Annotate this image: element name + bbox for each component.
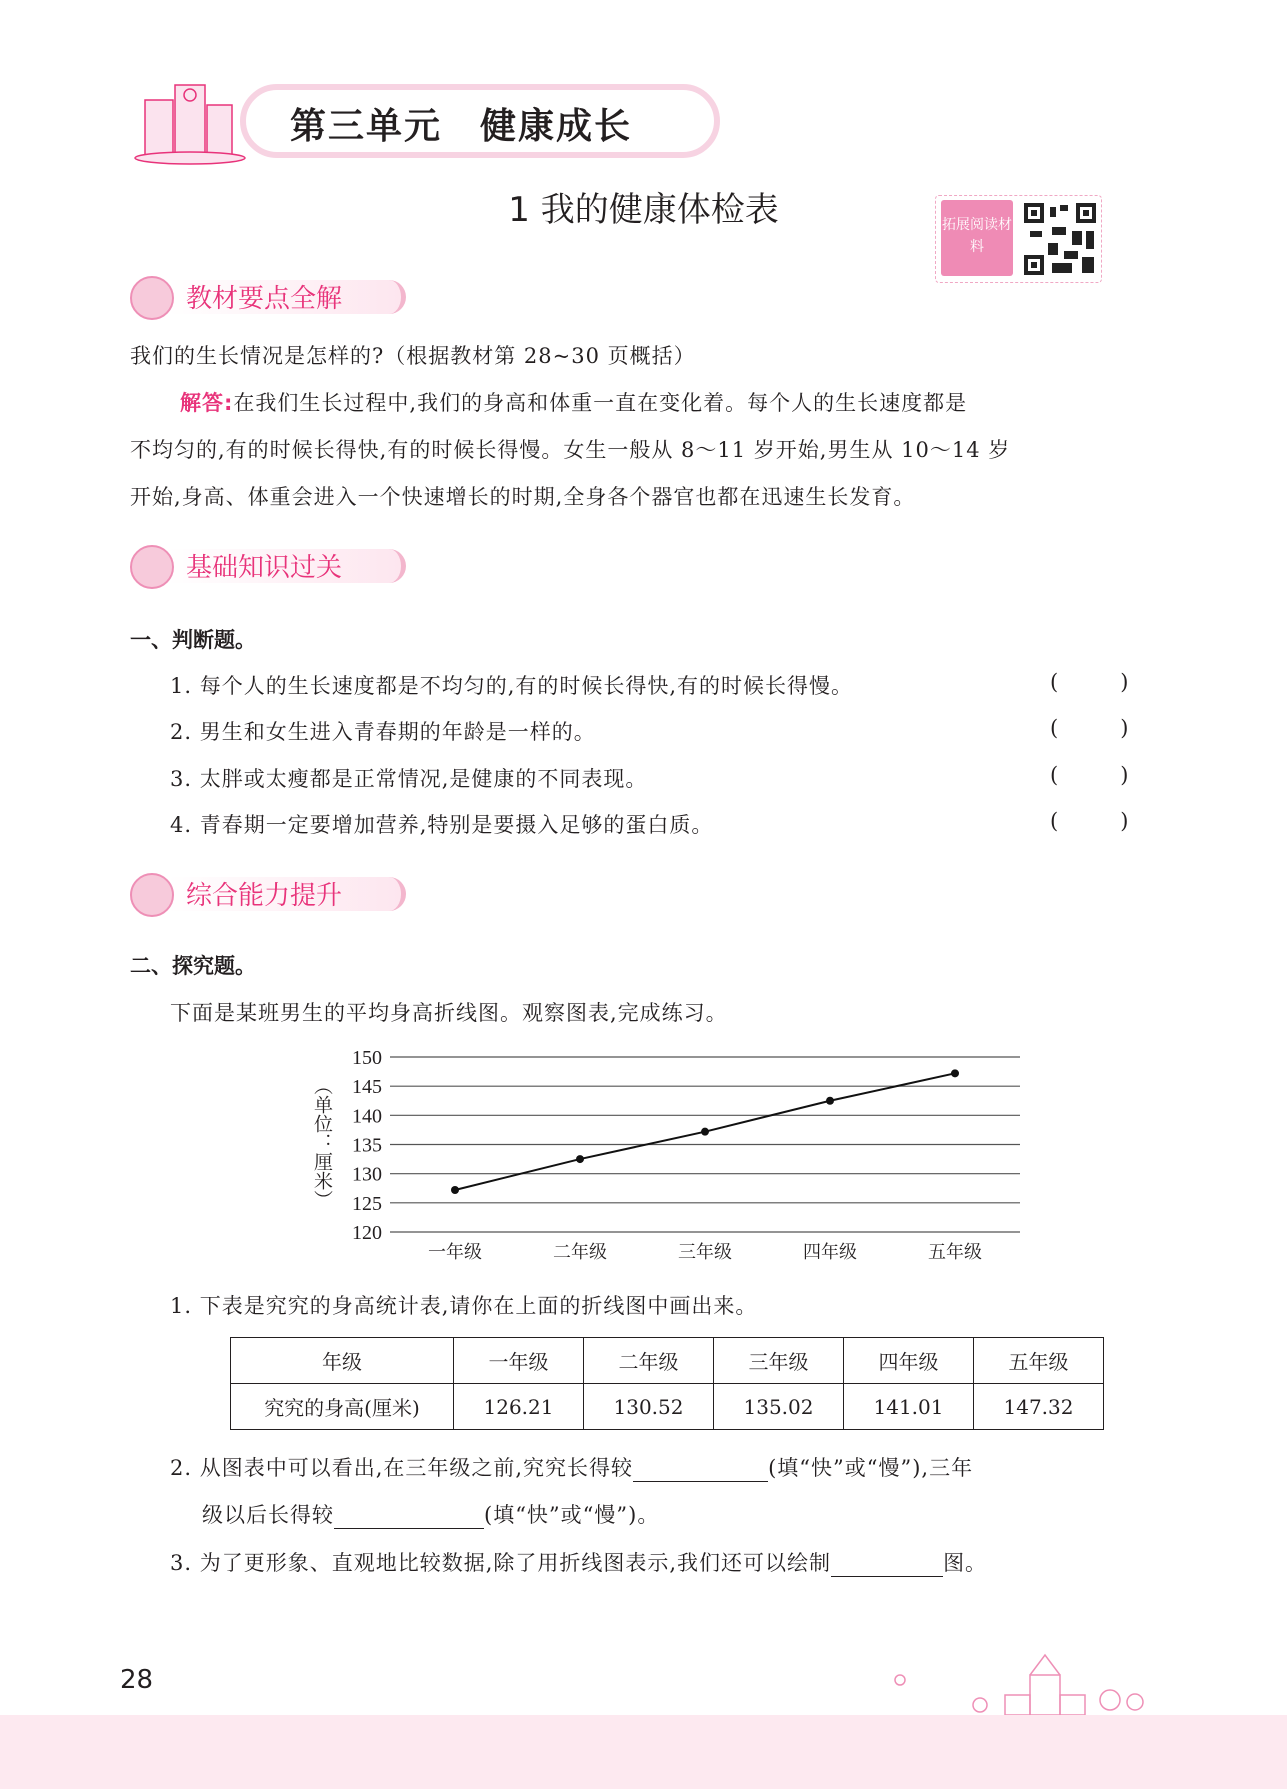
table-cell: 126.21 bbox=[454, 1384, 584, 1430]
character-icon bbox=[130, 873, 174, 917]
table-row bbox=[231, 1384, 1104, 1430]
y-tick-label: 120 bbox=[352, 1222, 382, 1244]
section-title-advanced: 综合能力提升 bbox=[186, 881, 343, 911]
question-3: 3. 为了更形象、直观地比较数据,除了用折线图表示,我们还可以绘制 图。 bbox=[170, 1551, 988, 1575]
qr-code-icon[interactable] bbox=[1022, 201, 1098, 277]
table-header-cell: 一年级 bbox=[454, 1338, 584, 1384]
character-icon bbox=[130, 545, 174, 589]
qr-label: 拓展阅读材料 bbox=[941, 200, 1013, 276]
fill-blank-after[interactable] bbox=[334, 1507, 484, 1529]
lesson-title: 1 我的健康体检表 bbox=[508, 190, 779, 230]
unit-title: 第三单元 健康成长 bbox=[290, 106, 633, 147]
y-tick-label: 140 bbox=[352, 1105, 382, 1128]
x-tick-label: 三年级 bbox=[678, 1242, 732, 1263]
y-tick-label: 150 bbox=[352, 1047, 382, 1069]
answer-blank-2[interactable]: ( ) bbox=[1050, 716, 1129, 740]
x-tick-label: 二年级 bbox=[553, 1242, 607, 1263]
data-point bbox=[451, 1186, 459, 1194]
question-2-line-1: 2. 从图表中可以看出,在三年级之前,究究长得较 (填“快”或“慢”),三年 bbox=[170, 1456, 974, 1480]
question-1: 1. 下表是究究的身高统计表,请你在上面的折线图中画出来。 bbox=[170, 1294, 758, 1318]
answer-label: 解答: bbox=[180, 391, 234, 415]
answer-blank-4[interactable]: ( ) bbox=[1050, 809, 1129, 833]
data-point bbox=[576, 1155, 584, 1163]
table-cell: 141.01 bbox=[844, 1384, 974, 1430]
page-number: 28 bbox=[120, 1665, 154, 1695]
explore-intro: 下面是某班男生的平均身高折线图。观察图表,完成练习。 bbox=[170, 1001, 728, 1025]
y-tick-label: 135 bbox=[352, 1134, 382, 1157]
building-illustration bbox=[130, 70, 250, 165]
table-header-cell: 五年级 bbox=[974, 1338, 1104, 1384]
table-header-cell: 三年级 bbox=[714, 1338, 844, 1384]
table-cell: 130.52 bbox=[584, 1384, 714, 1430]
character-icon bbox=[130, 276, 174, 320]
castle-illustration bbox=[880, 1650, 1170, 1715]
answer-line-2: 不均匀的,有的时候长得快,有的时候长得慢。女生一般从 8～11 岁开始,男生从 10～14 岁 bbox=[130, 438, 1011, 462]
question-text: 我们的生长情况是怎样的?（根据教材第 28~30 页概括） bbox=[130, 344, 696, 368]
data-point bbox=[826, 1097, 834, 1105]
y-tick-label: 125 bbox=[352, 1192, 382, 1215]
judgment-item-3: 3. 太胖或太瘦都是正常情况,是健康的不同表现。 bbox=[170, 767, 648, 791]
height-line-chart bbox=[300, 1040, 1040, 1275]
height-table bbox=[230, 1337, 1104, 1430]
y-tick-label: 145 bbox=[352, 1076, 382, 1099]
answer-blank-3[interactable]: ( ) bbox=[1050, 763, 1129, 787]
table-header-row bbox=[231, 1338, 1104, 1384]
judgment-item-1: 1. 每个人的生长速度都是不均匀的,有的时候长得快,有的时候长得慢。 bbox=[170, 674, 854, 698]
x-tick-label: 一年级 bbox=[428, 1242, 482, 1263]
judgment-item-4: 4. 青春期一定要增加营养,特别是要摄入足够的蛋白质。 bbox=[170, 813, 714, 837]
table-header-cell: 二年级 bbox=[584, 1338, 714, 1384]
question-2-line-2: 级以后长得较 (填“快”或“慢”)。 bbox=[202, 1503, 660, 1527]
y-axis-label: （单位：厘米） bbox=[311, 1076, 333, 1209]
answer-blank-1[interactable]: ( ) bbox=[1050, 670, 1129, 694]
fill-blank-chart-type[interactable] bbox=[831, 1555, 943, 1577]
judgment-heading: 一、判断题。 bbox=[130, 628, 256, 652]
table-cell: 147.32 bbox=[974, 1384, 1104, 1430]
judgment-item-2: 2. 男生和女生进入青春期的年龄是一样的。 bbox=[170, 720, 596, 744]
footer-band bbox=[0, 1715, 1287, 1789]
y-tick-label: 130 bbox=[352, 1163, 382, 1186]
table-cell: 究究的身高(厘米) bbox=[231, 1384, 454, 1430]
x-tick-label: 五年级 bbox=[928, 1242, 982, 1263]
table-cell: 135.02 bbox=[714, 1384, 844, 1430]
table-header-cell: 年级 bbox=[231, 1338, 454, 1384]
answer-text: 在我们生长过程中,我们的身高和体重一直在变化着。每个人的生长速度都是 bbox=[233, 391, 968, 415]
answer-line-3: 开始,身高、体重会进入一个快速增长的时期,全身各个器官也都在迅速生长发育。 bbox=[130, 485, 916, 509]
section-title-basics: 基础知识过关 bbox=[186, 553, 343, 583]
answer-line-1 bbox=[180, 387, 967, 417]
section-title-key-points: 教材要点全解 bbox=[186, 284, 343, 314]
data-point bbox=[951, 1069, 959, 1077]
table-header-cell: 四年级 bbox=[844, 1338, 974, 1384]
fill-blank-before[interactable] bbox=[633, 1460, 768, 1482]
x-tick-label: 四年级 bbox=[803, 1242, 857, 1263]
explore-heading: 二、探究题。 bbox=[130, 954, 256, 978]
data-point bbox=[701, 1128, 709, 1136]
